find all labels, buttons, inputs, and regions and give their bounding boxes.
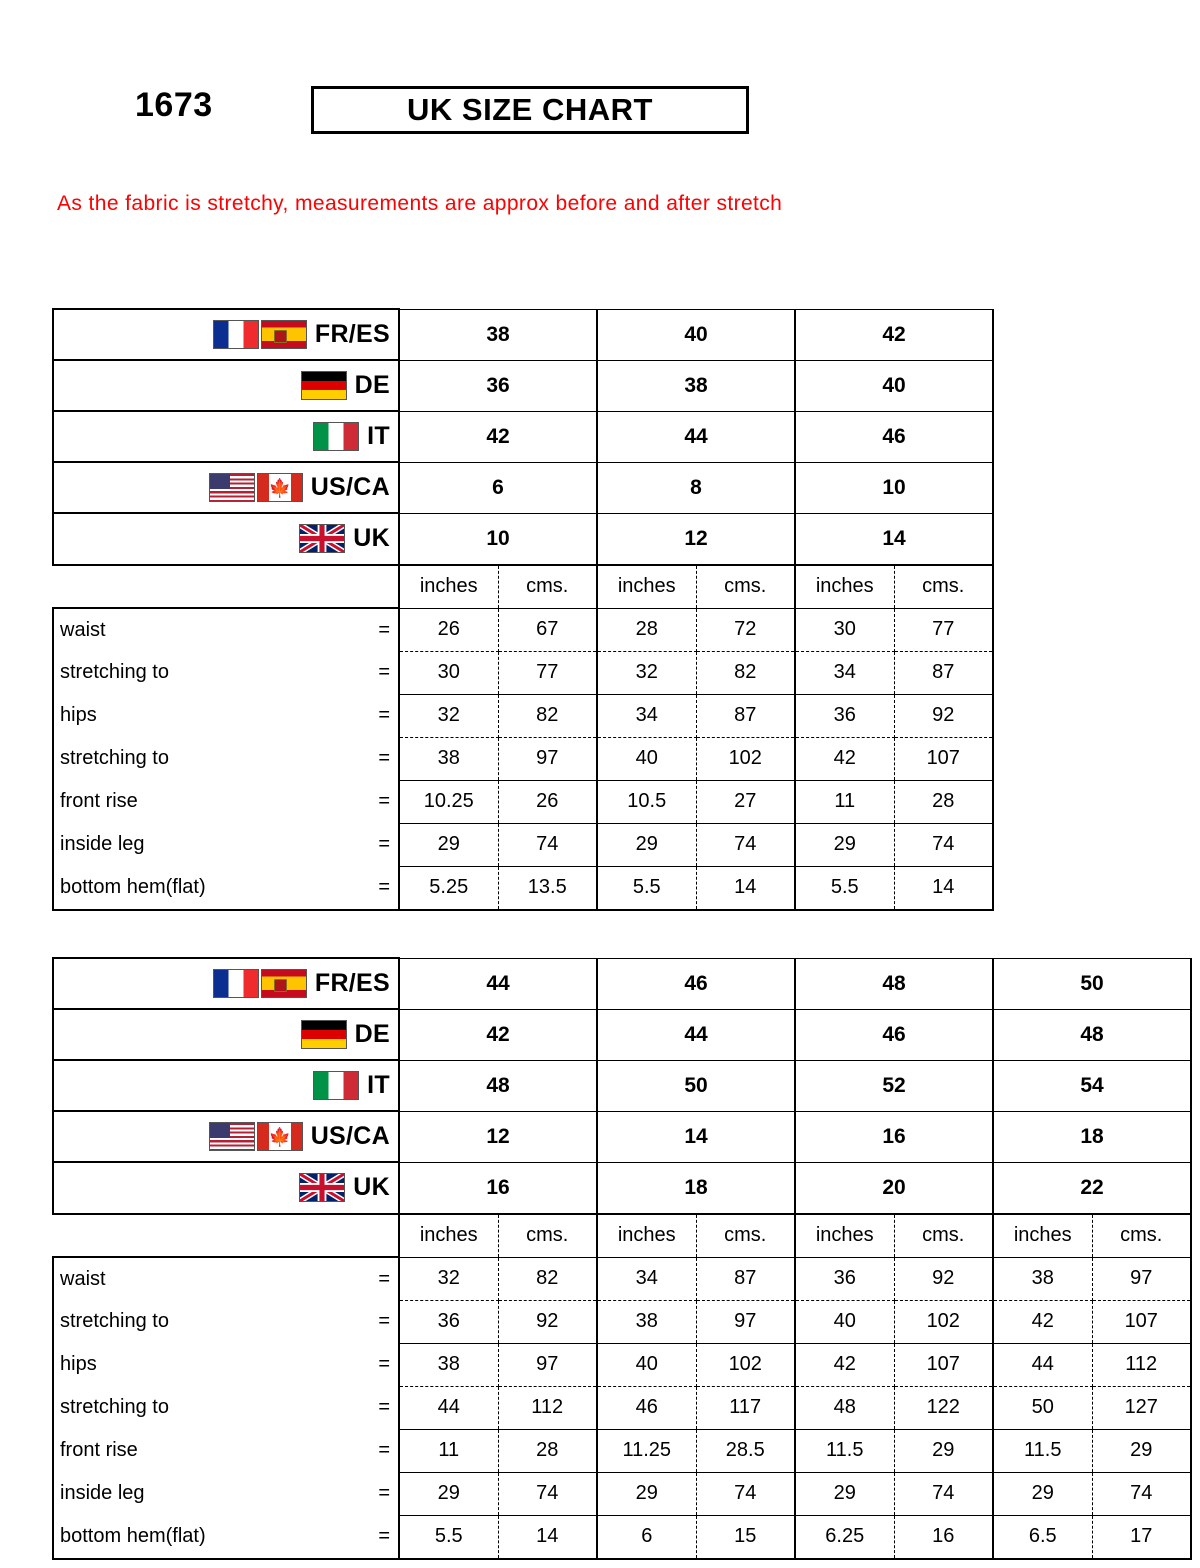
table-row <box>53 651 993 694</box>
table-row <box>53 1472 1191 1515</box>
size-value: 12 <box>399 1111 597 1162</box>
document-number: 1673 <box>135 86 213 124</box>
size-value: 46 <box>597 958 795 1009</box>
table-row <box>53 1300 1191 1343</box>
unit-header-inches: inches <box>993 1214 1092 1258</box>
measure-value-inches: 34 <box>795 651 894 694</box>
equals-sign: = <box>378 704 390 726</box>
page-title: UK SIZE CHART <box>407 92 653 127</box>
measure-value-cms: 92 <box>498 1300 597 1343</box>
measure-value-cms: 102 <box>696 737 795 780</box>
measure-value-cms: 97 <box>498 1343 597 1386</box>
region-label-cell-uk <box>53 513 399 565</box>
measure-value-cms: 28 <box>894 780 993 823</box>
table-row <box>53 1343 1191 1386</box>
maple-leaf-icon: 🍁 <box>268 477 291 498</box>
measure-value-cms: 82 <box>498 694 597 737</box>
measure-value-inches: 6.25 <box>795 1515 894 1559</box>
table-row <box>53 1162 1191 1214</box>
measure-value-cms: 102 <box>696 1343 795 1386</box>
size-value: 44 <box>597 411 795 462</box>
region-label-cell-fr-es <box>53 309 399 360</box>
table-row <box>53 1386 1191 1429</box>
size-value: 48 <box>399 1060 597 1111</box>
measure-value-cms: 74 <box>498 823 597 866</box>
document-header <box>0 86 1200 146</box>
unit-header-cms: cms. <box>894 565 993 609</box>
size-value: 46 <box>795 411 993 462</box>
unit-header-inches: inches <box>795 565 894 609</box>
size-value: 42 <box>399 411 597 462</box>
size-value: 46 <box>795 1009 993 1060</box>
measure-value-inches: 40 <box>597 1343 696 1386</box>
unit-header-cms: cms. <box>498 1214 597 1258</box>
measure-value-inches: 32 <box>597 651 696 694</box>
region-code: US/CA <box>310 473 390 501</box>
measure-value-cms: 112 <box>498 1386 597 1429</box>
region-code: IT <box>367 422 390 450</box>
maple-leaf-icon: 🍁 <box>268 1126 291 1147</box>
region-label-cell-de <box>53 360 399 411</box>
measure-label: inside leg <box>53 823 349 866</box>
measure-value-cms: 122 <box>894 1386 993 1429</box>
measure-value-inches: 10.5 <box>597 780 696 823</box>
measure-value-cms: 74 <box>894 1472 993 1515</box>
germany-flag-icon <box>301 1020 347 1049</box>
table-row <box>53 1515 1191 1559</box>
size-value: 14 <box>597 1111 795 1162</box>
measure-value-cms: 92 <box>894 1257 993 1300</box>
measure-value-inches: 30 <box>795 608 894 651</box>
size-value: 48 <box>993 1009 1191 1060</box>
measure-value-inches: 5.5 <box>597 866 696 910</box>
france-flag-icon <box>213 969 259 998</box>
measure-value-cms: 97 <box>498 737 597 780</box>
region-code: DE <box>354 1020 390 1048</box>
equals-sign: = <box>378 661 390 683</box>
measure-value-cms: 92 <box>894 694 993 737</box>
size-value: 48 <box>795 958 993 1009</box>
measure-value-inches: 30 <box>399 651 498 694</box>
measure-value-inches: 42 <box>795 1343 894 1386</box>
table-row <box>53 411 993 462</box>
region-label-cell-us-ca <box>53 1111 399 1162</box>
size-value: 18 <box>597 1162 795 1214</box>
unit-header-inches: inches <box>597 1214 696 1258</box>
region-label-cell-it <box>53 1060 399 1111</box>
measure-value-inches: 11.5 <box>795 1429 894 1472</box>
measure-value-cms: 29 <box>894 1429 993 1472</box>
measure-label: stretching to <box>53 1386 349 1429</box>
region-code: IT <box>367 1071 390 1099</box>
measure-value-inches: 32 <box>399 694 498 737</box>
equals-sign: = <box>349 866 399 910</box>
equals-sign: = <box>378 833 390 855</box>
region-code: US/CA <box>310 1122 390 1150</box>
table-row <box>53 360 993 411</box>
usa-flag-icon <box>209 1122 255 1151</box>
table-row <box>53 608 993 651</box>
germany-flag-icon <box>301 371 347 400</box>
canada-flag-icon <box>257 1122 303 1151</box>
measure-label: front rise <box>53 1429 349 1472</box>
size-value: 14 <box>795 513 993 565</box>
measure-value-inches: 28 <box>597 608 696 651</box>
size-value: 42 <box>399 1009 597 1060</box>
measure-value-inches: 44 <box>399 1386 498 1429</box>
region-label-cell-us-ca <box>53 462 399 513</box>
measure-value-inches: 10.25 <box>399 780 498 823</box>
unit-header-inches: inches <box>597 565 696 609</box>
size-value: 20 <box>795 1162 993 1214</box>
size-value: 22 <box>993 1162 1191 1214</box>
measure-value-cms: 82 <box>696 651 795 694</box>
measure-label: front rise <box>53 780 349 823</box>
table-row <box>53 309 993 360</box>
equals-sign: = <box>378 1439 390 1461</box>
size-value: 42 <box>795 309 993 360</box>
measure-value-cms: 14 <box>894 866 993 910</box>
measure-value-cms: 112 <box>1092 1343 1191 1386</box>
unit-header-inches: inches <box>399 565 498 609</box>
measure-value-cms: 28 <box>498 1429 597 1472</box>
equals-sign: = <box>378 1482 390 1504</box>
measure-value-inches: 40 <box>597 737 696 780</box>
measure-value-inches: 6.5 <box>993 1515 1092 1559</box>
canada-flag-icon <box>257 473 303 502</box>
size-value: 16 <box>795 1111 993 1162</box>
measure-value-inches: 34 <box>597 694 696 737</box>
measure-value-inches: 29 <box>993 1472 1092 1515</box>
measure-value-inches: 44 <box>993 1343 1092 1386</box>
measure-value-cms: 97 <box>696 1300 795 1343</box>
italy-flag-icon <box>313 1071 359 1100</box>
table-row <box>53 780 993 823</box>
table-row <box>53 1257 1191 1300</box>
measure-value-cms: 74 <box>696 1472 795 1515</box>
region-code: DE <box>354 371 390 399</box>
spacer-cell <box>53 565 399 609</box>
size-value: 16 <box>399 1162 597 1214</box>
measure-value-inches: 34 <box>597 1257 696 1300</box>
size-value: 6 <box>399 462 597 513</box>
measure-value-cms: 13.5 <box>498 866 597 910</box>
region-code: FR/ES <box>314 320 390 348</box>
measure-value-cms: 77 <box>498 651 597 694</box>
measure-value-cms: 87 <box>894 651 993 694</box>
uk-flag-icon <box>299 524 345 553</box>
measure-value-cms: 127 <box>1092 1386 1191 1429</box>
spain-flag-icon <box>261 320 307 349</box>
size-value: 50 <box>597 1060 795 1111</box>
units-header-row <box>53 1214 1191 1258</box>
unit-header-inches: inches <box>399 1214 498 1258</box>
measure-label: stretching to <box>53 737 349 780</box>
size-chart-table-1 <box>52 308 994 911</box>
measure-value-cms: 87 <box>696 1257 795 1300</box>
measure-value-inches: 38 <box>399 1343 498 1386</box>
measure-value-inches: 26 <box>399 608 498 651</box>
size-value: 40 <box>597 309 795 360</box>
region-code: UK <box>353 524 390 553</box>
unit-header-inches: inches <box>795 1214 894 1258</box>
region-code: FR/ES <box>314 969 390 997</box>
table-row <box>53 1060 1191 1111</box>
region-code: UK <box>353 1173 390 1202</box>
table-row <box>53 462 993 513</box>
measure-label: hips <box>53 1343 349 1386</box>
unit-header-cms: cms. <box>894 1214 993 1258</box>
measure-value-cms: 87 <box>696 694 795 737</box>
measure-value-inches: 36 <box>399 1300 498 1343</box>
measure-value-cms: 117 <box>696 1386 795 1429</box>
table-row <box>53 1111 1191 1162</box>
size-chart-table-2 <box>52 957 1192 1560</box>
measure-value-inches: 36 <box>795 694 894 737</box>
measure-value-cms: 107 <box>894 1343 993 1386</box>
region-label-cell-fr-es <box>53 958 399 1009</box>
measure-value-cms: 26 <box>498 780 597 823</box>
size-value: 44 <box>597 1009 795 1060</box>
measure-value-cms: 77 <box>894 608 993 651</box>
size-table-2 <box>52 957 1192 1560</box>
france-flag-icon <box>213 320 259 349</box>
size-value: 8 <box>597 462 795 513</box>
measure-value-inches: 50 <box>993 1386 1092 1429</box>
size-value: 10 <box>399 513 597 565</box>
spain-flag-icon <box>261 969 307 998</box>
measure-value-inches: 11 <box>399 1429 498 1472</box>
unit-header-cms: cms. <box>498 565 597 609</box>
measure-value-cms: 74 <box>894 823 993 866</box>
measure-label: bottom hem(flat) <box>53 866 349 910</box>
measure-value-cms: 107 <box>1092 1300 1191 1343</box>
measure-value-cms: 16 <box>894 1515 993 1559</box>
table-row <box>53 1009 1191 1060</box>
measure-label: waist <box>53 1257 349 1300</box>
equals-sign: = <box>378 790 390 812</box>
size-value: 40 <box>795 360 993 411</box>
measure-value-inches: 5.5 <box>795 866 894 910</box>
measure-value-cms: 72 <box>696 608 795 651</box>
measure-value-inches: 29 <box>597 823 696 866</box>
measure-value-cms: 27 <box>696 780 795 823</box>
measure-value-cms: 74 <box>696 823 795 866</box>
italy-flag-icon <box>313 422 359 451</box>
measure-value-cms: 14 <box>498 1515 597 1559</box>
measure-label: hips <box>53 694 349 737</box>
table-row <box>53 513 993 565</box>
usa-flag-icon <box>209 473 255 502</box>
measure-value-inches: 38 <box>993 1257 1092 1300</box>
equals-sign: = <box>349 608 399 651</box>
measure-value-inches: 29 <box>597 1472 696 1515</box>
measure-value-inches: 11.25 <box>597 1429 696 1472</box>
measure-label: stretching to <box>53 651 349 694</box>
size-value: 54 <box>993 1060 1191 1111</box>
measure-value-inches: 5.5 <box>399 1515 498 1559</box>
measure-value-cms: 14 <box>696 866 795 910</box>
measure-value-inches: 38 <box>597 1300 696 1343</box>
size-table-1 <box>52 308 994 911</box>
measure-value-inches: 11 <box>795 780 894 823</box>
measure-value-inches: 6 <box>597 1515 696 1559</box>
measure-label: waist <box>53 608 349 651</box>
measure-value-cms: 67 <box>498 608 597 651</box>
measure-value-inches: 29 <box>399 1472 498 1515</box>
size-value: 38 <box>399 309 597 360</box>
measure-label: bottom hem(flat) <box>53 1515 349 1559</box>
table-row <box>53 958 1191 1009</box>
measure-value-inches: 42 <box>795 737 894 780</box>
table-row <box>53 694 993 737</box>
size-value: 12 <box>597 513 795 565</box>
measure-value-inches: 32 <box>399 1257 498 1300</box>
unit-header-cms: cms. <box>696 1214 795 1258</box>
measure-value-cms: 29 <box>1092 1429 1191 1472</box>
table-row <box>53 823 993 866</box>
size-value: 52 <box>795 1060 993 1111</box>
measure-value-inches: 42 <box>993 1300 1092 1343</box>
measure-value-cms: 74 <box>1092 1472 1191 1515</box>
size-value: 50 <box>993 958 1191 1009</box>
measure-value-inches: 40 <box>795 1300 894 1343</box>
measure-value-cms: 74 <box>498 1472 597 1515</box>
equals-sign: = <box>378 1353 390 1375</box>
measure-value-inches: 29 <box>399 823 498 866</box>
units-header-row <box>53 565 993 609</box>
equals-sign: = <box>378 1310 390 1332</box>
table-row <box>53 866 993 910</box>
size-value: 36 <box>399 360 597 411</box>
unit-header-cms: cms. <box>696 565 795 609</box>
size-value: 18 <box>993 1111 1191 1162</box>
unit-header-cms: cms. <box>1092 1214 1191 1258</box>
equals-sign: = <box>378 1396 390 1418</box>
measure-value-cms: 107 <box>894 737 993 780</box>
page-title-box <box>311 86 749 134</box>
measure-value-inches: 29 <box>795 1472 894 1515</box>
uk-flag-icon <box>299 1173 345 1202</box>
measure-value-cms: 17 <box>1092 1515 1191 1559</box>
equals-sign: = <box>378 747 390 769</box>
measure-value-inches: 48 <box>795 1386 894 1429</box>
equals-sign: = <box>349 1515 399 1559</box>
measure-value-cms: 82 <box>498 1257 597 1300</box>
measure-label: stretching to <box>53 1300 349 1343</box>
measure-value-inches: 36 <box>795 1257 894 1300</box>
size-value: 38 <box>597 360 795 411</box>
measure-value-inches: 11.5 <box>993 1429 1092 1472</box>
region-label-cell-de <box>53 1009 399 1060</box>
size-value: 44 <box>399 958 597 1009</box>
measure-value-inches: 5.25 <box>399 866 498 910</box>
stretch-notice: As the fabric is stretchy, measurements are approx before and after stretch <box>57 192 783 215</box>
measure-value-cms: 97 <box>1092 1257 1191 1300</box>
region-label-cell-it <box>53 411 399 462</box>
measure-value-cms: 15 <box>696 1515 795 1559</box>
table-row <box>53 737 993 780</box>
measure-value-inches: 46 <box>597 1386 696 1429</box>
region-label-cell-uk <box>53 1162 399 1214</box>
measure-value-cms: 102 <box>894 1300 993 1343</box>
measure-value-inches: 29 <box>795 823 894 866</box>
measure-value-cms: 28.5 <box>696 1429 795 1472</box>
size-value: 10 <box>795 462 993 513</box>
equals-sign: = <box>349 1257 399 1300</box>
measure-label: inside leg <box>53 1472 349 1515</box>
table-row <box>53 1429 1191 1472</box>
spacer-cell <box>53 1214 399 1258</box>
measure-value-inches: 38 <box>399 737 498 780</box>
